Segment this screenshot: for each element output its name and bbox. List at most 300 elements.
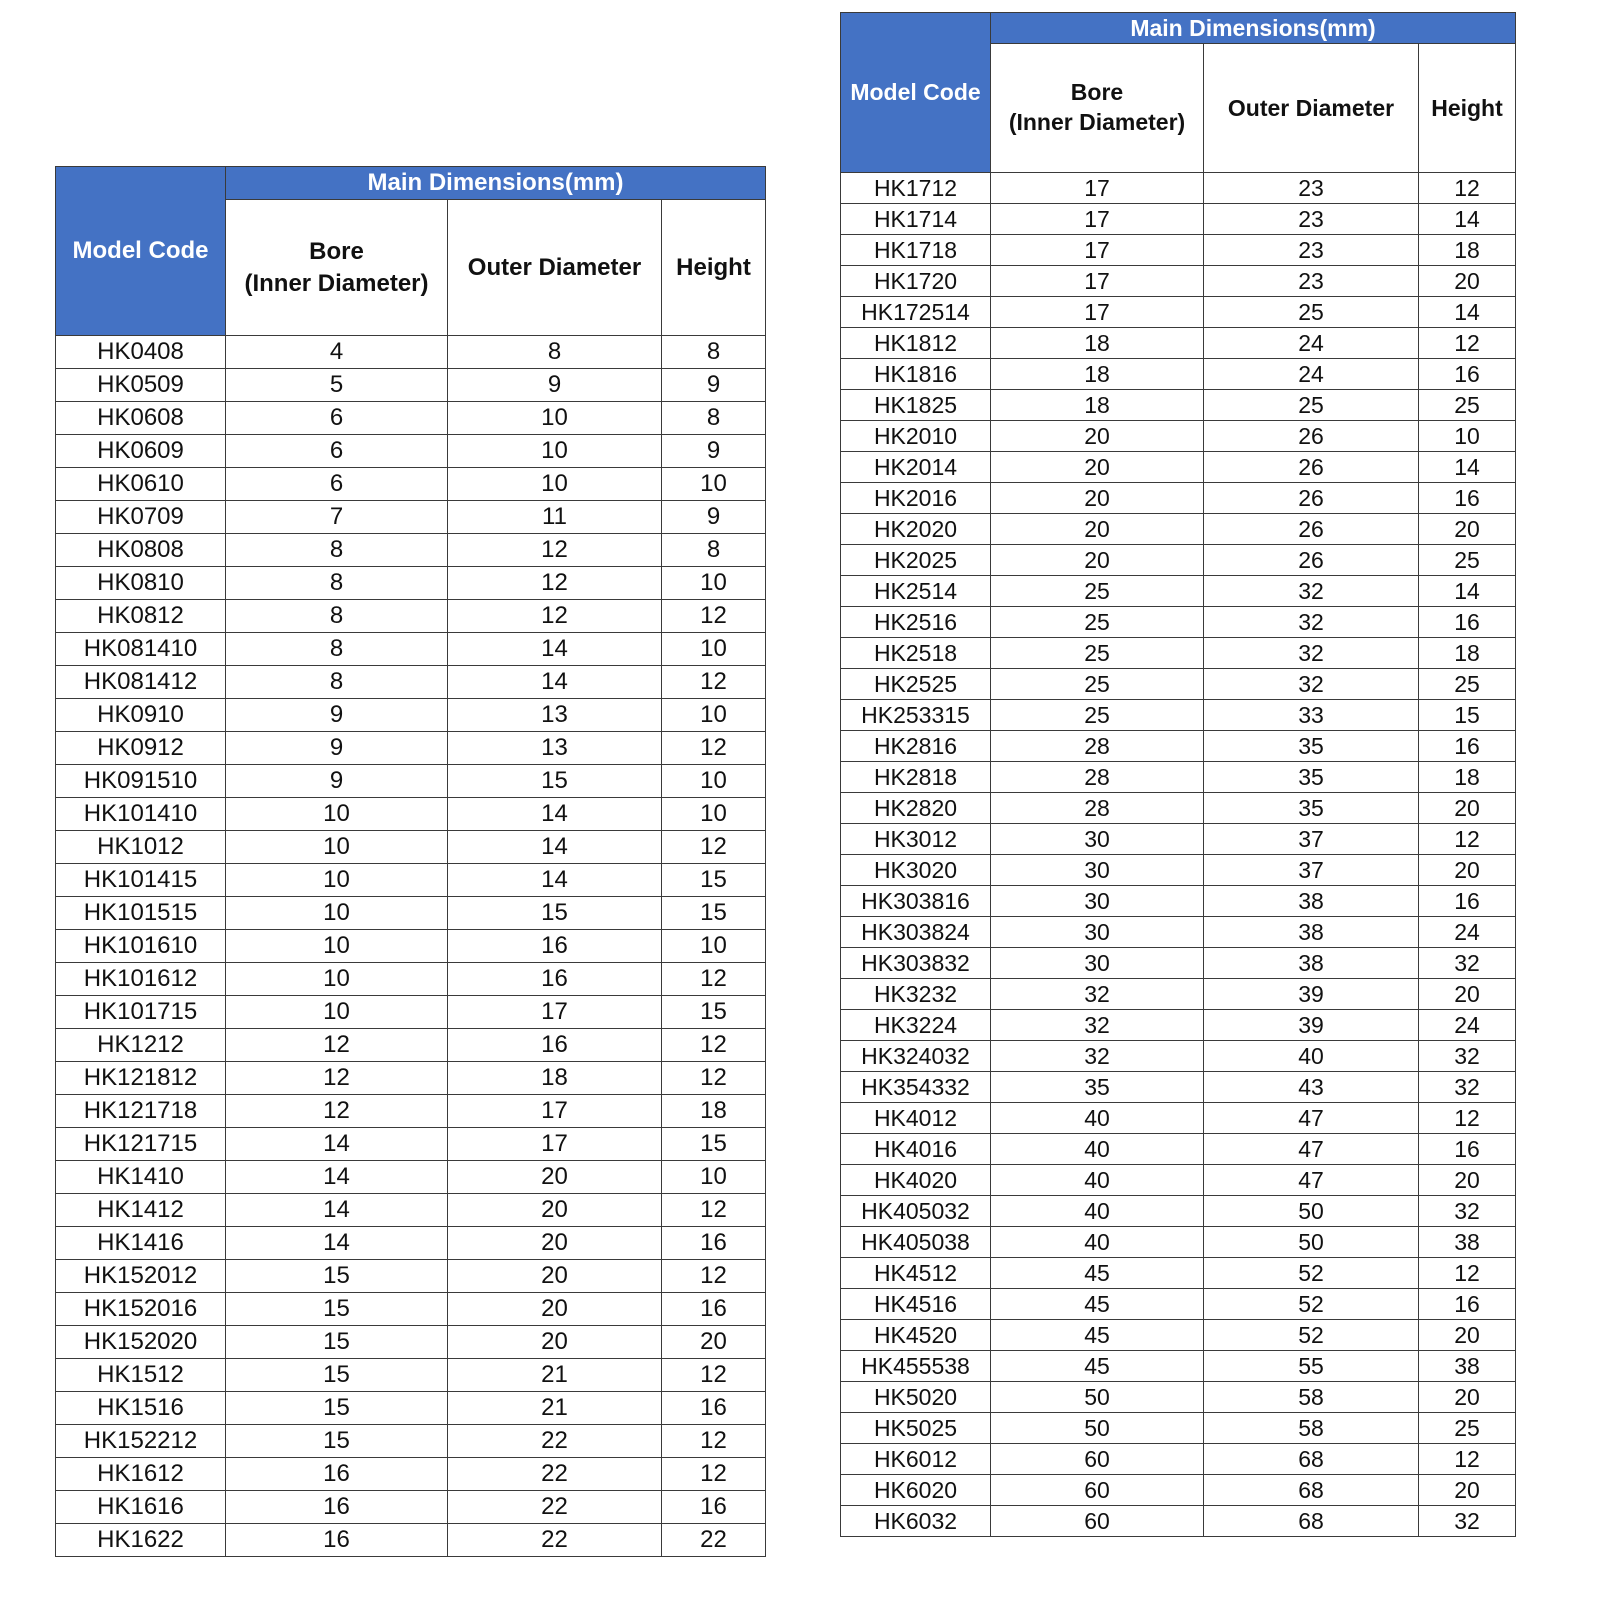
table-row bbox=[841, 762, 1516, 793]
model-code-cell: HK5025 bbox=[841, 1413, 991, 1444]
height-cell: 16 bbox=[662, 1491, 766, 1524]
model-code-cell: HK303832 bbox=[841, 948, 991, 979]
height-cell: 18 bbox=[1419, 235, 1516, 266]
table-row bbox=[56, 1425, 766, 1458]
table-row bbox=[56, 1392, 766, 1425]
outer-diameter-cell: 13 bbox=[448, 732, 662, 765]
height-cell: 8 bbox=[662, 534, 766, 567]
model-code-cell: HK0910 bbox=[56, 699, 226, 732]
table-row bbox=[56, 1161, 766, 1194]
height-cell: 14 bbox=[1419, 297, 1516, 328]
bore-cell: 18 bbox=[991, 359, 1204, 390]
outer-diameter-cell: 10 bbox=[448, 402, 662, 435]
outer-diameter-cell: 50 bbox=[1204, 1196, 1419, 1227]
table-row bbox=[56, 1029, 766, 1062]
height-cell: 12 bbox=[662, 1359, 766, 1392]
model-code-cell: HK0709 bbox=[56, 501, 226, 534]
table-row bbox=[56, 369, 766, 402]
height-cell: 22 bbox=[662, 1524, 766, 1557]
table-row bbox=[841, 1072, 1516, 1103]
outer-diameter-cell: 22 bbox=[448, 1491, 662, 1524]
bore-cell: 4 bbox=[226, 336, 448, 369]
outer-diameter-cell: 43 bbox=[1204, 1072, 1419, 1103]
bore-cell: 40 bbox=[991, 1134, 1204, 1165]
bore-cell: 25 bbox=[991, 607, 1204, 638]
bore-cell: 25 bbox=[991, 576, 1204, 607]
bore-cell: 18 bbox=[991, 390, 1204, 421]
outer-diameter-cell: 23 bbox=[1204, 266, 1419, 297]
height-cell: 14 bbox=[1419, 204, 1516, 235]
header-height: Height bbox=[1419, 44, 1516, 173]
outer-diameter-cell: 20 bbox=[448, 1260, 662, 1293]
bore-cell: 17 bbox=[991, 204, 1204, 235]
outer-diameter-cell: 17 bbox=[448, 996, 662, 1029]
bore-cell: 30 bbox=[991, 855, 1204, 886]
height-cell: 14 bbox=[1419, 576, 1516, 607]
height-cell: 20 bbox=[1419, 1382, 1516, 1413]
outer-diameter-cell: 13 bbox=[448, 699, 662, 732]
outer-diameter-cell: 15 bbox=[448, 897, 662, 930]
table-row bbox=[841, 266, 1516, 297]
table-row bbox=[841, 607, 1516, 638]
model-code-cell: HK1612 bbox=[56, 1458, 226, 1491]
bore-cell: 9 bbox=[226, 765, 448, 798]
bore-cell: 15 bbox=[226, 1293, 448, 1326]
table-row bbox=[56, 1227, 766, 1260]
table-row bbox=[56, 732, 766, 765]
header-outer-diameter: Outer Diameter bbox=[1204, 44, 1419, 173]
bore-cell: 6 bbox=[226, 468, 448, 501]
bore-cell: 28 bbox=[991, 762, 1204, 793]
table-row bbox=[56, 435, 766, 468]
model-code-cell: HK1512 bbox=[56, 1359, 226, 1392]
bore-cell: 15 bbox=[226, 1425, 448, 1458]
bore-cell: 9 bbox=[226, 732, 448, 765]
height-cell: 16 bbox=[662, 1293, 766, 1326]
model-code-cell: HK4016 bbox=[841, 1134, 991, 1165]
model-code-cell: HK1812 bbox=[841, 328, 991, 359]
bore-cell: 8 bbox=[226, 567, 448, 600]
model-code-cell: HK3020 bbox=[841, 855, 991, 886]
bore-cell: 60 bbox=[991, 1506, 1204, 1537]
outer-diameter-cell: 35 bbox=[1204, 731, 1419, 762]
table-row bbox=[841, 669, 1516, 700]
outer-diameter-cell: 11 bbox=[448, 501, 662, 534]
model-code-cell: HK121715 bbox=[56, 1128, 226, 1161]
height-cell: 12 bbox=[662, 1062, 766, 1095]
outer-diameter-cell: 68 bbox=[1204, 1506, 1419, 1537]
table-row bbox=[841, 359, 1516, 390]
dimensions-table-left bbox=[55, 166, 766, 1557]
model-code-cell: HK3232 bbox=[841, 979, 991, 1010]
height-cell: 12 bbox=[662, 732, 766, 765]
table-row bbox=[56, 1095, 766, 1128]
table-row bbox=[841, 390, 1516, 421]
height-cell: 12 bbox=[662, 1194, 766, 1227]
bore-cell: 5 bbox=[226, 369, 448, 402]
model-code-cell: HK2818 bbox=[841, 762, 991, 793]
table-row bbox=[841, 1320, 1516, 1351]
outer-diameter-cell: 20 bbox=[448, 1293, 662, 1326]
bore-cell: 32 bbox=[991, 1041, 1204, 1072]
bore-cell: 12 bbox=[226, 1029, 448, 1062]
outer-diameter-cell: 55 bbox=[1204, 1351, 1419, 1382]
bore-cell: 12 bbox=[226, 1095, 448, 1128]
table-row bbox=[56, 1491, 766, 1524]
table-row bbox=[56, 996, 766, 1029]
table-row bbox=[841, 1165, 1516, 1196]
model-code-cell: HK303824 bbox=[841, 917, 991, 948]
header-height: Height bbox=[662, 200, 766, 336]
model-code-cell: HK253315 bbox=[841, 700, 991, 731]
table-row bbox=[56, 798, 766, 831]
model-code-cell: HK101610 bbox=[56, 930, 226, 963]
bore-cell: 8 bbox=[226, 534, 448, 567]
table-row bbox=[56, 930, 766, 963]
model-code-cell: HK2016 bbox=[841, 483, 991, 514]
bore-cell: 30 bbox=[991, 917, 1204, 948]
outer-diameter-cell: 38 bbox=[1204, 886, 1419, 917]
height-cell: 25 bbox=[1419, 390, 1516, 421]
table-row bbox=[841, 917, 1516, 948]
bore-cell: 12 bbox=[226, 1062, 448, 1095]
height-cell: 20 bbox=[1419, 793, 1516, 824]
table-row bbox=[841, 1444, 1516, 1475]
outer-diameter-cell: 14 bbox=[448, 666, 662, 699]
height-cell: 25 bbox=[1419, 669, 1516, 700]
model-code-cell: HK5020 bbox=[841, 1382, 991, 1413]
bore-cell: 30 bbox=[991, 886, 1204, 917]
outer-diameter-cell: 58 bbox=[1204, 1382, 1419, 1413]
header-model-code: Model Code bbox=[841, 13, 991, 173]
outer-diameter-cell: 24 bbox=[1204, 328, 1419, 359]
height-cell: 38 bbox=[1419, 1227, 1516, 1258]
outer-diameter-cell: 39 bbox=[1204, 1010, 1419, 1041]
outer-diameter-cell: 52 bbox=[1204, 1320, 1419, 1351]
model-code-cell: HK1616 bbox=[56, 1491, 226, 1524]
outer-diameter-cell: 23 bbox=[1204, 173, 1419, 204]
model-code-cell: HK2525 bbox=[841, 669, 991, 700]
height-cell: 14 bbox=[1419, 452, 1516, 483]
table-row bbox=[56, 600, 766, 633]
height-cell: 16 bbox=[1419, 886, 1516, 917]
table-row bbox=[841, 731, 1516, 762]
bore-cell: 35 bbox=[991, 1072, 1204, 1103]
outer-diameter-cell: 10 bbox=[448, 435, 662, 468]
model-code-cell: HK0810 bbox=[56, 567, 226, 600]
outer-diameter-cell: 17 bbox=[448, 1128, 662, 1161]
model-code-cell: HK081412 bbox=[56, 666, 226, 699]
bore-cell: 20 bbox=[991, 545, 1204, 576]
height-cell: 12 bbox=[1419, 328, 1516, 359]
outer-diameter-cell: 16 bbox=[448, 1029, 662, 1062]
model-code-cell: HK354332 bbox=[841, 1072, 991, 1103]
outer-diameter-cell: 40 bbox=[1204, 1041, 1419, 1072]
table-row bbox=[841, 204, 1516, 235]
outer-diameter-cell: 14 bbox=[448, 798, 662, 831]
bore-cell: 30 bbox=[991, 948, 1204, 979]
height-cell: 10 bbox=[662, 765, 766, 798]
height-cell: 12 bbox=[662, 1029, 766, 1062]
model-code-cell: HK4512 bbox=[841, 1258, 991, 1289]
outer-diameter-cell: 25 bbox=[1204, 390, 1419, 421]
table-row bbox=[841, 700, 1516, 731]
height-cell: 18 bbox=[662, 1095, 766, 1128]
model-code-cell: HK1712 bbox=[841, 173, 991, 204]
outer-diameter-cell: 22 bbox=[448, 1425, 662, 1458]
table-row bbox=[56, 1293, 766, 1326]
bore-cell: 14 bbox=[226, 1161, 448, 1194]
outer-diameter-cell: 23 bbox=[1204, 235, 1419, 266]
height-cell: 12 bbox=[662, 600, 766, 633]
height-cell: 32 bbox=[1419, 1072, 1516, 1103]
bore-cell: 15 bbox=[226, 1326, 448, 1359]
height-cell: 9 bbox=[662, 435, 766, 468]
bore-cell: 14 bbox=[226, 1128, 448, 1161]
model-code-cell: HK121812 bbox=[56, 1062, 226, 1095]
table-row bbox=[56, 402, 766, 435]
model-code-cell: HK0912 bbox=[56, 732, 226, 765]
model-code-cell: HK1012 bbox=[56, 831, 226, 864]
outer-diameter-cell: 35 bbox=[1204, 793, 1419, 824]
model-code-cell: HK1212 bbox=[56, 1029, 226, 1062]
bore-cell: 16 bbox=[226, 1524, 448, 1557]
bore-cell: 20 bbox=[991, 514, 1204, 545]
table-row bbox=[841, 1258, 1516, 1289]
outer-diameter-cell: 47 bbox=[1204, 1103, 1419, 1134]
model-code-cell: HK1410 bbox=[56, 1161, 226, 1194]
table-row bbox=[841, 328, 1516, 359]
table-row bbox=[841, 886, 1516, 917]
model-code-cell: HK0610 bbox=[56, 468, 226, 501]
table-row bbox=[841, 948, 1516, 979]
header-bore bbox=[991, 44, 1204, 173]
outer-diameter-cell: 37 bbox=[1204, 855, 1419, 886]
height-cell: 16 bbox=[1419, 359, 1516, 390]
model-code-cell: HK3012 bbox=[841, 824, 991, 855]
height-cell: 25 bbox=[1419, 1413, 1516, 1444]
bore-cell: 28 bbox=[991, 731, 1204, 762]
height-cell: 20 bbox=[1419, 1475, 1516, 1506]
table-row bbox=[841, 452, 1516, 483]
bore-cell: 20 bbox=[991, 421, 1204, 452]
height-cell: 12 bbox=[1419, 173, 1516, 204]
bore-cell: 16 bbox=[226, 1458, 448, 1491]
height-cell: 12 bbox=[1419, 1258, 1516, 1289]
height-cell: 38 bbox=[1419, 1351, 1516, 1382]
table-row bbox=[56, 1458, 766, 1491]
model-code-cell: HK6032 bbox=[841, 1506, 991, 1537]
bore-cell: 17 bbox=[991, 266, 1204, 297]
model-code-cell: HK081410 bbox=[56, 633, 226, 666]
table-row bbox=[56, 699, 766, 732]
height-cell: 10 bbox=[662, 633, 766, 666]
outer-diameter-cell: 22 bbox=[448, 1458, 662, 1491]
height-cell: 20 bbox=[1419, 1165, 1516, 1196]
table-row bbox=[841, 297, 1516, 328]
outer-diameter-cell: 8 bbox=[448, 336, 662, 369]
model-code-cell: HK0408 bbox=[56, 336, 226, 369]
table-row bbox=[56, 1128, 766, 1161]
table-row bbox=[841, 979, 1516, 1010]
height-cell: 12 bbox=[662, 1425, 766, 1458]
outer-diameter-cell: 32 bbox=[1204, 607, 1419, 638]
height-cell: 32 bbox=[1419, 1506, 1516, 1537]
height-cell: 15 bbox=[662, 864, 766, 897]
table-row bbox=[841, 1227, 1516, 1258]
bore-cell: 15 bbox=[226, 1359, 448, 1392]
bore-cell: 16 bbox=[226, 1491, 448, 1524]
table-row bbox=[56, 468, 766, 501]
model-code-cell: HK091510 bbox=[56, 765, 226, 798]
outer-diameter-cell: 20 bbox=[448, 1194, 662, 1227]
bore-cell: 8 bbox=[226, 600, 448, 633]
model-code-cell: HK1412 bbox=[56, 1194, 226, 1227]
model-code-cell: HK2014 bbox=[841, 452, 991, 483]
outer-diameter-cell: 14 bbox=[448, 864, 662, 897]
outer-diameter-cell: 16 bbox=[448, 963, 662, 996]
height-cell: 15 bbox=[662, 1128, 766, 1161]
bore-cell: 17 bbox=[991, 173, 1204, 204]
height-cell: 32 bbox=[1419, 1196, 1516, 1227]
height-cell: 12 bbox=[1419, 824, 1516, 855]
model-code-cell: HK4516 bbox=[841, 1289, 991, 1320]
table-row bbox=[56, 567, 766, 600]
height-cell: 16 bbox=[1419, 607, 1516, 638]
height-cell: 16 bbox=[1419, 483, 1516, 514]
table-row bbox=[841, 1382, 1516, 1413]
table-row bbox=[56, 501, 766, 534]
bore-cell: 10 bbox=[226, 831, 448, 864]
model-code-cell: HK405032 bbox=[841, 1196, 991, 1227]
outer-diameter-cell: 20 bbox=[448, 1161, 662, 1194]
table-row bbox=[841, 1134, 1516, 1165]
model-code-cell: HK1416 bbox=[56, 1227, 226, 1260]
bore-cell: 9 bbox=[226, 699, 448, 732]
table-row bbox=[841, 1475, 1516, 1506]
bore-cell: 15 bbox=[226, 1260, 448, 1293]
height-cell: 12 bbox=[662, 831, 766, 864]
outer-diameter-cell: 9 bbox=[448, 369, 662, 402]
header-model-code: Model Code bbox=[56, 167, 226, 336]
height-cell: 10 bbox=[662, 930, 766, 963]
model-code-cell: HK152020 bbox=[56, 1326, 226, 1359]
table-row bbox=[56, 864, 766, 897]
model-code-cell: HK3224 bbox=[841, 1010, 991, 1041]
outer-diameter-cell: 21 bbox=[448, 1359, 662, 1392]
height-cell: 20 bbox=[1419, 855, 1516, 886]
bore-cell: 25 bbox=[991, 638, 1204, 669]
model-code-cell: HK0808 bbox=[56, 534, 226, 567]
table-row bbox=[56, 1326, 766, 1359]
height-cell: 16 bbox=[1419, 1134, 1516, 1165]
height-cell: 10 bbox=[662, 567, 766, 600]
model-code-cell: HK0509 bbox=[56, 369, 226, 402]
outer-diameter-cell: 47 bbox=[1204, 1134, 1419, 1165]
model-code-cell: HK1720 bbox=[841, 266, 991, 297]
height-cell: 9 bbox=[662, 501, 766, 534]
table-row bbox=[841, 421, 1516, 452]
table-row bbox=[841, 855, 1516, 886]
outer-diameter-cell: 33 bbox=[1204, 700, 1419, 731]
model-code-cell: HK152012 bbox=[56, 1260, 226, 1293]
outer-diameter-cell: 25 bbox=[1204, 297, 1419, 328]
bore-cell: 10 bbox=[226, 897, 448, 930]
outer-diameter-cell: 32 bbox=[1204, 669, 1419, 700]
model-code-cell: HK1714 bbox=[841, 204, 991, 235]
outer-diameter-cell: 32 bbox=[1204, 638, 1419, 669]
header-bore bbox=[226, 200, 448, 336]
model-code-cell: HK101612 bbox=[56, 963, 226, 996]
bore-cell: 60 bbox=[991, 1475, 1204, 1506]
bore-cell: 15 bbox=[226, 1392, 448, 1425]
height-cell: 24 bbox=[1419, 1010, 1516, 1041]
table-row bbox=[56, 1524, 766, 1557]
outer-diameter-cell: 24 bbox=[1204, 359, 1419, 390]
table-row bbox=[56, 666, 766, 699]
table-row bbox=[841, 824, 1516, 855]
model-code-cell: HK101415 bbox=[56, 864, 226, 897]
outer-diameter-cell: 52 bbox=[1204, 1258, 1419, 1289]
bore-cell: 50 bbox=[991, 1382, 1204, 1413]
model-code-cell: HK121718 bbox=[56, 1095, 226, 1128]
model-code-cell: HK152212 bbox=[56, 1425, 226, 1458]
outer-diameter-cell: 52 bbox=[1204, 1289, 1419, 1320]
bore-cell: 28 bbox=[991, 793, 1204, 824]
bore-cell: 25 bbox=[991, 669, 1204, 700]
bore-cell: 10 bbox=[226, 996, 448, 1029]
model-code-cell: HK2025 bbox=[841, 545, 991, 576]
table-row bbox=[841, 1010, 1516, 1041]
model-code-cell: HK4012 bbox=[841, 1103, 991, 1134]
height-cell: 16 bbox=[662, 1227, 766, 1260]
outer-diameter-cell: 12 bbox=[448, 600, 662, 633]
bore-cell: 45 bbox=[991, 1289, 1204, 1320]
table-row bbox=[841, 793, 1516, 824]
outer-diameter-cell: 17 bbox=[448, 1095, 662, 1128]
model-code-cell: HK1622 bbox=[56, 1524, 226, 1557]
outer-diameter-cell: 20 bbox=[448, 1227, 662, 1260]
bore-cell: 45 bbox=[991, 1351, 1204, 1382]
height-cell: 10 bbox=[1419, 421, 1516, 452]
outer-diameter-cell: 22 bbox=[448, 1524, 662, 1557]
model-code-cell: HK4520 bbox=[841, 1320, 991, 1351]
outer-diameter-cell: 32 bbox=[1204, 576, 1419, 607]
bore-cell: 20 bbox=[991, 483, 1204, 514]
height-cell: 16 bbox=[1419, 731, 1516, 762]
outer-diameter-cell: 16 bbox=[448, 930, 662, 963]
bore-cell: 18 bbox=[991, 328, 1204, 359]
table-row bbox=[841, 235, 1516, 266]
model-code-cell: HK303816 bbox=[841, 886, 991, 917]
bore-cell: 8 bbox=[226, 633, 448, 666]
table-body bbox=[56, 336, 766, 1557]
model-code-cell: HK172514 bbox=[841, 297, 991, 328]
height-cell: 10 bbox=[662, 468, 766, 501]
height-cell: 12 bbox=[662, 666, 766, 699]
bore-cell: 45 bbox=[991, 1320, 1204, 1351]
table-row bbox=[841, 483, 1516, 514]
dimensions-table-right bbox=[840, 12, 1516, 1537]
height-cell: 8 bbox=[662, 402, 766, 435]
outer-diameter-cell: 50 bbox=[1204, 1227, 1419, 1258]
height-cell: 15 bbox=[662, 897, 766, 930]
outer-diameter-cell: 39 bbox=[1204, 979, 1419, 1010]
table-row bbox=[841, 1351, 1516, 1382]
outer-diameter-cell: 12 bbox=[448, 567, 662, 600]
outer-diameter-cell: 20 bbox=[448, 1326, 662, 1359]
header-bore-line1: Bore bbox=[1070, 79, 1124, 106]
